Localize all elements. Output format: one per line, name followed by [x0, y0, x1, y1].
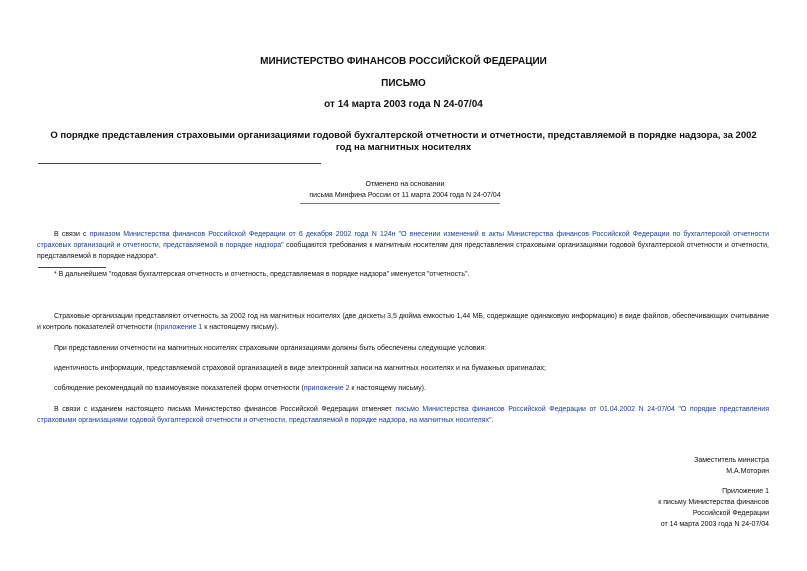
- appendix-1-link[interactable]: приложение 1: [156, 324, 203, 331]
- paragraph-1: [37, 229, 769, 262]
- appendix-title: Приложение 1: [722, 488, 769, 495]
- document-date-number: от 14 марта 2003 года N 24-07/04: [324, 99, 483, 110]
- appendix-2-link[interactable]: приложение 2: [303, 385, 350, 392]
- paragraph-text: .: [491, 417, 494, 424]
- paragraph-text: В связи с изданием настоящего письма Министерство финансов Российской Федерации отменяет: [54, 406, 396, 413]
- paragraph-6: [37, 404, 769, 426]
- footnote: * В дальнейшем "годовая бухгалтерская отчетность и отчетность, представляемая в порядке надзора" именуется "отчетность".: [54, 271, 470, 278]
- paragraph-text: сообщаются требования к магнитным носителям для представления страховыми организациями годовой бухгалтерской отчетности и отчетности, представляемой в порядке надзора*.: [37, 242, 769, 260]
- appendix-line-1: к письму Министерства финансов: [658, 499, 769, 506]
- paragraph-text: В связи с: [54, 231, 90, 238]
- paragraph-text: соблюдение рекомендаций по взаимоувязке показателей форм отчетности (: [54, 385, 304, 392]
- paragraph-text: Страховые организации представляют отчетность за 2002 год на магнитных носителях (две дискеты 3,5 дюйма емкостью 1,44 МБ, содержащие одинаковую информацию) в виде файлов, обеспечивающих считывание и контроль показателей отчетности (: [37, 313, 769, 331]
- signer-position: Заместитель министра: [694, 457, 769, 464]
- signature-block: [694, 455, 769, 477]
- cancellation-note: [270, 179, 540, 201]
- paragraph-2: [37, 311, 769, 333]
- paragraph-4: идентичность информации, представляемой страховой организацией в виде электронной записи на магнитных носителях и на бумажных оригиналах;: [54, 365, 546, 372]
- divider: [38, 163, 321, 164]
- signer-name: М.А.Моторин: [726, 468, 769, 475]
- document-subject: О порядке представления страховыми организациями годовой бухгалтерской отчетности и отчетности, представляемой в порядке надзора, за 2002 год на магнитных носителях: [50, 130, 757, 153]
- paragraph-text: к настоящему письму).: [349, 385, 426, 392]
- divider: [300, 203, 500, 204]
- cancellation-line-1: Отменено на основании: [365, 181, 445, 188]
- paragraph-text: к настоящему письму).: [202, 324, 279, 331]
- paragraph-5: [37, 383, 769, 394]
- appendix-line-3: от 14 марта 2003 года N 24-07/04: [660, 521, 769, 528]
- appendix-header: [658, 486, 769, 530]
- cancellation-line-2: письма Минфина России от 11 марта 2004 года N 24-07/04: [309, 192, 501, 199]
- cancelled-letter-link[interactable]: письмо Министерства финансов Российской Федерации от 01.04.2002 N 24-07/04 "О порядке представления страховыми организациями годовой бухгалтерской отчетности и отчетности, представляемой в порядке надзора, на магнитных носителях": [37, 406, 769, 424]
- paragraph-3: При представлении отчетности на магнитных носителях страховыми организациями должны быть обеспечены следующие условия:: [54, 345, 487, 352]
- document-type: ПИСЬМО: [381, 78, 426, 89]
- footnote-divider: [38, 267, 106, 268]
- ministry-title: МИНИСТЕРСТВО ФИНАНСОВ РОССИЙСКОЙ ФЕДЕРАЦИИ: [260, 56, 547, 67]
- order-124n-link[interactable]: приказом Министерства финансов Российской Федерации от 6 декабря 2002 года N 124н "О внесении изменений в акты Министерства финансов Российской Федерации по бухгалтерской отчетности страховых организаций и отчетности, представляемой в порядке надзора": [37, 231, 769, 249]
- appendix-line-2: Российской Федерации: [692, 510, 769, 517]
